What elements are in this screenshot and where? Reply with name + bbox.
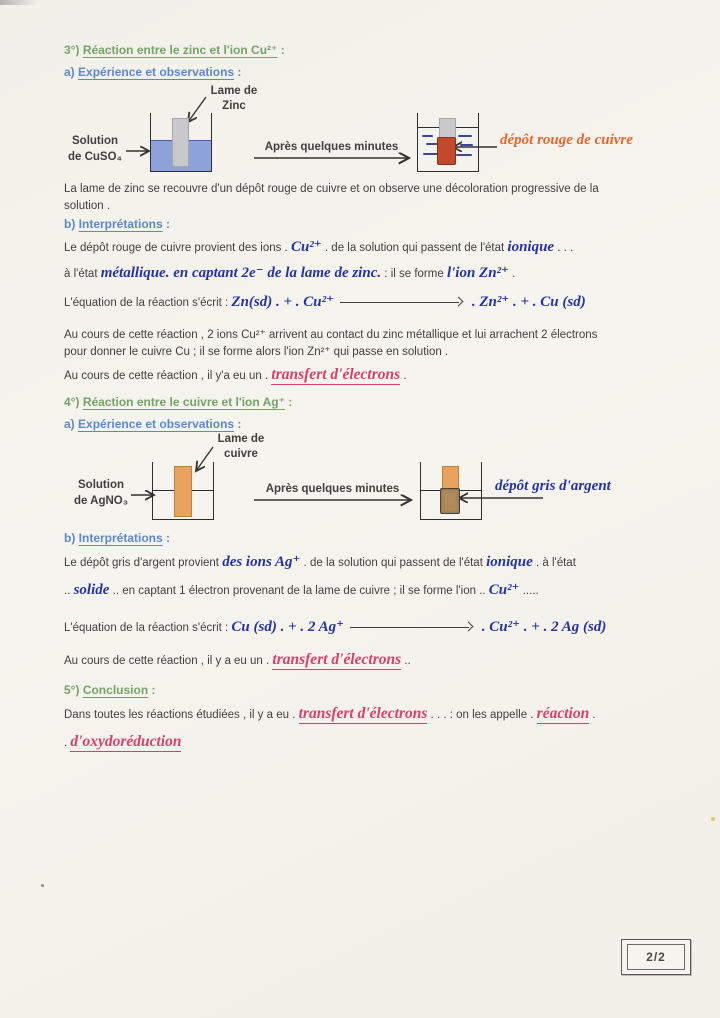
ion-dash bbox=[458, 135, 472, 137]
agno3-solution-label-line1: Solution bbox=[78, 479, 124, 491]
text-segment-b: : bbox=[234, 417, 242, 431]
text-segment-bu: Expérience et observations bbox=[78, 65, 235, 79]
section3-heading bbox=[64, 42, 285, 58]
text-segment-gu: Réaction entre le cuivre et l'ion Ag⁺ bbox=[82, 395, 285, 409]
text-segment-gu: Réaction entre le zinc et l'ion Cu²⁺ bbox=[82, 43, 278, 57]
section4-interp-line2 bbox=[64, 583, 539, 599]
diagram2-arrows bbox=[0, 428, 700, 528]
scan-corner-shade bbox=[0, 0, 38, 5]
text-segment-hb: solide bbox=[73, 582, 110, 598]
text-segment-p: à l'état bbox=[64, 268, 101, 280]
text-segment-b: : bbox=[234, 65, 242, 79]
text-segment-p: Le dépôt rouge de cuivre provient des ions . bbox=[64, 242, 291, 254]
copper-deposit-note: dépôt rouge de cuivre bbox=[500, 132, 633, 148]
text-segment-p: Au cours de cette réaction , il y'a eu un . bbox=[64, 370, 272, 382]
text-segment-bu: Interprétations bbox=[78, 217, 163, 231]
zinc-plate-label-line1: Lame de bbox=[210, 85, 258, 97]
elapsed-time-label-2: Après quelques minutes bbox=[265, 483, 400, 495]
text-segment-p: . bbox=[400, 370, 407, 382]
text-segment-p: . bbox=[64, 737, 71, 749]
text-segment-hb: Cu²⁺ bbox=[488, 582, 520, 598]
text-segment-b: : bbox=[162, 531, 171, 545]
section4-interp-line1 bbox=[64, 555, 576, 571]
scan-speck bbox=[41, 884, 44, 887]
zinc-plate-label-line2: Zinc bbox=[222, 100, 246, 112]
section3-course-line2: pour donner le cuivre Cu ; il se forme alors l'ion Zn²⁺ qui passe en solution . bbox=[64, 346, 449, 358]
observation-line1: La lame de zinc se recouvre d'un dépôt rouge de cuivre et on observe une décoloration progressive de la bbox=[64, 183, 599, 195]
section3-subheading-interpretation bbox=[64, 216, 170, 232]
silver-deposit-note: dépôt gris d'argent bbox=[495, 478, 611, 494]
text-segment-b: : bbox=[162, 217, 171, 231]
copper-deposit bbox=[437, 137, 456, 165]
text-segment-gu: Conclusion bbox=[82, 683, 149, 697]
page-number-badge bbox=[621, 939, 691, 975]
text-segment-p: . bbox=[508, 268, 516, 280]
observation-line2: solution . bbox=[64, 200, 111, 212]
copper-plate bbox=[174, 466, 192, 517]
ion-dash bbox=[460, 144, 473, 146]
cuso4-solution-label-line2: de CuSO₄ bbox=[67, 151, 123, 163]
text-segment-bu: Expérience et observations bbox=[78, 417, 235, 431]
text-segment-bu: Interprétations bbox=[78, 531, 163, 545]
text-segment-p: Dans toutes les réactions étudiées , il y a eu . bbox=[64, 709, 299, 721]
text-segment-hb: Zn(sd) . + . Cu²⁺ bbox=[231, 294, 335, 310]
section4-equation bbox=[64, 619, 606, 636]
beaker-agno3-before bbox=[152, 462, 214, 520]
text-segment-hb: métallique. en captant 2e⁻ de la lame de zinc. bbox=[100, 265, 382, 281]
text-segment-b: b) bbox=[64, 531, 79, 545]
page-number: 2/2 bbox=[627, 944, 685, 970]
section4-transfer-line bbox=[64, 652, 411, 669]
text-segment-hp: d'oxydoréduction bbox=[70, 733, 182, 750]
section3-interp-line2 bbox=[64, 266, 515, 282]
text-segment-p: .. bbox=[401, 655, 411, 667]
section3-interp-line1 bbox=[64, 240, 573, 256]
text-segment-b: b) bbox=[64, 217, 79, 231]
text-segment-p: . à l'état bbox=[532, 557, 576, 569]
text-segment-p: . de la solution qui passent de l'état bbox=[321, 242, 508, 254]
beaker-cuso4-after bbox=[417, 113, 479, 172]
ion-dash bbox=[456, 154, 472, 156]
copper-plate-label-line2: cuivre bbox=[224, 448, 258, 460]
agno3-solution-label-line2: de AgNO₃ bbox=[73, 495, 129, 507]
diagram1-arrows bbox=[0, 80, 700, 180]
text-segment-p: : il se forme bbox=[381, 268, 447, 280]
section4-heading bbox=[64, 394, 292, 410]
copper-plate-label-line1: Lame de bbox=[217, 433, 265, 445]
text-segment-g: : bbox=[277, 43, 285, 57]
text-segment-g: 4°) bbox=[64, 395, 83, 409]
scan-speck bbox=[711, 817, 715, 821]
text-segment-p: . bbox=[589, 709, 596, 721]
text-segment-hb: des ions Ag⁺ bbox=[222, 554, 301, 570]
text-segment-p: L'équation de la réaction s'écrit : bbox=[64, 622, 232, 634]
text-segment-g: : bbox=[148, 683, 156, 697]
section5-line2 bbox=[64, 734, 181, 751]
cuso4-solution-label-line1: Solution bbox=[72, 135, 118, 147]
text-segment-p: .. bbox=[64, 585, 74, 597]
text-segment-hb: . Zn²⁺ . + . Cu (sd) bbox=[468, 294, 586, 310]
section4-subheading-interpretation bbox=[64, 530, 170, 546]
ion-dash bbox=[422, 135, 433, 137]
section5-heading bbox=[64, 682, 156, 698]
text-segment-hb: Cu²⁺ bbox=[290, 239, 322, 255]
text-segment-g: 5°) bbox=[64, 683, 83, 697]
zinc-plate bbox=[172, 118, 189, 167]
text-segment-hp: transfert d'électrons bbox=[271, 366, 401, 383]
text-segment-arrow bbox=[340, 294, 462, 306]
text-segment-hp: transfert d'électrons bbox=[298, 705, 428, 722]
text-segment-p: . . . bbox=[554, 242, 574, 254]
text-segment-hp: réaction bbox=[536, 705, 590, 722]
beaker-cuso4-before bbox=[150, 113, 212, 172]
text-segment-hb: Cu (sd) . + . 2 Ag⁺ bbox=[231, 619, 345, 635]
text-segment-g: 3°) bbox=[64, 43, 83, 57]
text-segment-hb: ionique bbox=[507, 239, 555, 255]
text-segment-hb: ionique bbox=[486, 554, 533, 570]
text-segment-hp: transfert d'électrons bbox=[272, 651, 402, 668]
section5-line1 bbox=[64, 706, 596, 723]
text-segment-p: Le dépôt gris d'argent provient bbox=[64, 557, 223, 569]
text-segment-b: a) bbox=[64, 65, 79, 79]
text-segment-hb: . Cu²⁺ . + . 2 Ag (sd) bbox=[478, 619, 607, 635]
text-segment-arrow bbox=[350, 619, 472, 631]
text-segment-hb: l'ion Zn²⁺ bbox=[446, 265, 509, 281]
section3-equation bbox=[64, 294, 586, 311]
text-segment-p: .. en captant 1 électron provenant de la lame de cuivre ; il se forme l'ion .. bbox=[109, 585, 489, 597]
text-segment-b: a) bbox=[64, 417, 79, 431]
text-segment-p: . . . : on les appelle . bbox=[427, 709, 537, 721]
text-segment-p: . de la solution qui passent de l'état bbox=[300, 557, 487, 569]
section3-subheading-experience bbox=[64, 64, 241, 80]
section3-transfer-line bbox=[64, 367, 407, 384]
text-segment-p: Au cours de cette réaction , il y a eu un . bbox=[64, 655, 273, 667]
beaker-agno3-after bbox=[420, 462, 482, 520]
section3-course-line1: Au cours de cette réaction , 2 ions Cu²⁺ arrivent au contact du zinc métallique et lui arrachent 2 électrons bbox=[64, 329, 598, 341]
silver-deposit bbox=[440, 488, 460, 514]
text-segment-p: ..... bbox=[519, 585, 539, 597]
text-segment-p: L'équation de la réaction s'écrit : bbox=[64, 297, 232, 309]
text-segment-g: : bbox=[284, 395, 293, 409]
elapsed-time-label-1: Après quelques minutes bbox=[264, 141, 399, 153]
